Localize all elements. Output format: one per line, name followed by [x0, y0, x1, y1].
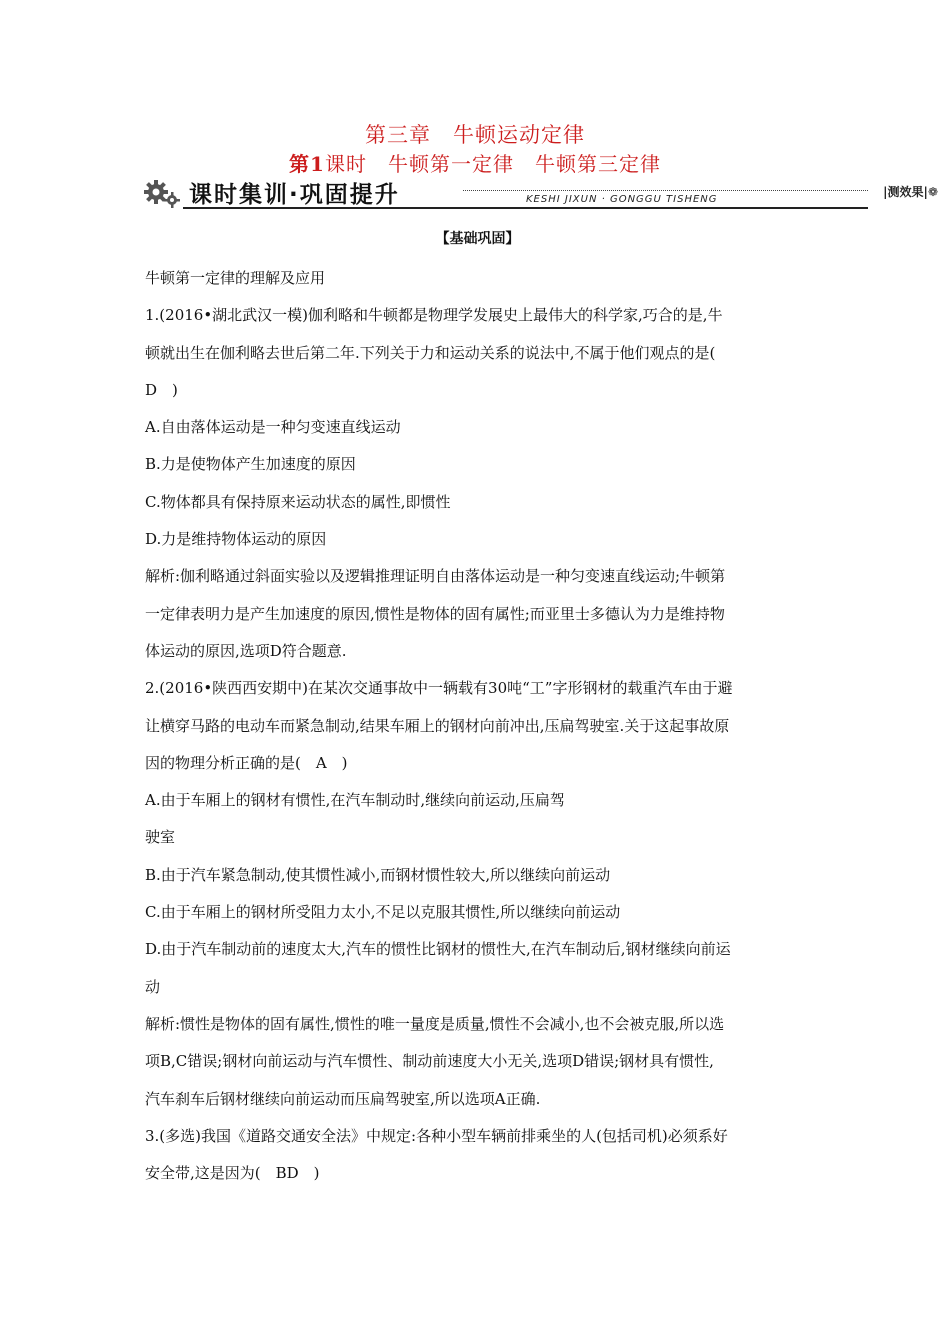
- text-line: D ): [145, 380, 178, 399]
- text-line: 解析:伽利略通过斜面实验以及逻辑推理证明自由落体运动是一种匀变速直线运动;牛顿第: [145, 567, 726, 586]
- text-line: 解析:惯性是物体的固有属性,惯性的唯一量度是质量,惯性不会减小,也不会被克服,所以选: [145, 1014, 725, 1033]
- text-line: 安全带,这是因为( BD ): [145, 1164, 320, 1183]
- text-line: 1.(2016•湖北武汉一模)伽利略和牛顿都是物理学发展史上最伟大的科学家,巧合的是,牛: [145, 306, 723, 325]
- banner-dotted-rule: [463, 190, 868, 191]
- text-line: A.自由落体运动是一种匀变速直线运动: [145, 418, 401, 437]
- text-line: 项B,C错误;钢材向前运动与汽车惯性、制动前速度大小无关,选项D错误;钢材具有惯性,: [145, 1052, 714, 1071]
- section-title: 【基础巩固】: [435, 231, 520, 247]
- text-line: 牛顿第一定律的理解及应用: [145, 269, 326, 287]
- text-line: C.由于车厢上的钢材所受阻力太小,不足以克服其惯性,所以继续向前运动: [145, 903, 621, 922]
- text-line: 驶室: [145, 828, 176, 847]
- text-line: B.由于汽车紧急制动,使其惯性减小,而钢材惯性较大,所以继续向前运动: [145, 865, 611, 884]
- text-line: 一定律表明力是产生加速度的原因,惯性是物体的固有属性;而亚里士多德认为力是维持物: [145, 604, 725, 623]
- banner-title: 课时集训·巩固提升: [189, 182, 400, 208]
- text-line: 3.(多选)我国《道路交通安全法》中规定:各种小型车辆前排乘坐的人(包括司机)必须系好: [145, 1126, 728, 1145]
- title-block: [0, 120, 950, 178]
- lesson-title-text: 课时 牛顿第一定律 牛顿第三定律: [324, 152, 661, 176]
- text-line: A.由于车厢上的钢材有惯性,在汽车制动时,继续向前运动,压扁驾: [145, 791, 565, 810]
- text-line: 汽车刹车后钢材继续向前运动而压扁驾驶室,所以选项A正确.: [145, 1089, 541, 1108]
- text-line: 让横穿马路的电动车而紧急制动,结果车厢上的钢材向前冲出,压扁驾驶室.关于这起事故原: [145, 716, 730, 735]
- text-line: 体运动的原因,选项D符合题意.: [145, 641, 347, 660]
- banner-rule: [183, 207, 868, 209]
- text-line: 因的物理分析正确的是( A ): [145, 753, 348, 772]
- text-line: D.由于汽车制动前的速度太大,汽车的惯性比钢材的惯性大,在汽车制动后,钢材继续向前运: [145, 940, 731, 959]
- text-line: B.力是使物体产生加速度的原因: [145, 455, 356, 474]
- banner-tag: |测效果|❁: [883, 185, 938, 199]
- text-line: 动: [145, 977, 161, 996]
- text-line: 顿就出生在伽利略去世后第二年.下列关于力和运动关系的说法中,不属于他们观点的是(: [145, 343, 716, 362]
- chapter-title: 第三章 牛顿运动定律: [365, 123, 585, 147]
- text-line: 2.(2016•陕西西安期中)在某次交通事故中一辆载有30吨“工”字形钢材的载重汽车由于避: [145, 679, 733, 698]
- gears-icon: [143, 178, 183, 210]
- document-body: [145, 228, 810, 1192]
- section-banner: [143, 174, 938, 214]
- text-line: D.力是维持物体运动的原因: [145, 530, 327, 549]
- lesson-number: 第1: [289, 152, 325, 176]
- banner-pinyin: KESHI JIXUN · GONGGU TISHENG: [526, 194, 718, 205]
- text-line: C.物体都具有保持原来运动状态的属性,即惯性: [145, 492, 451, 511]
